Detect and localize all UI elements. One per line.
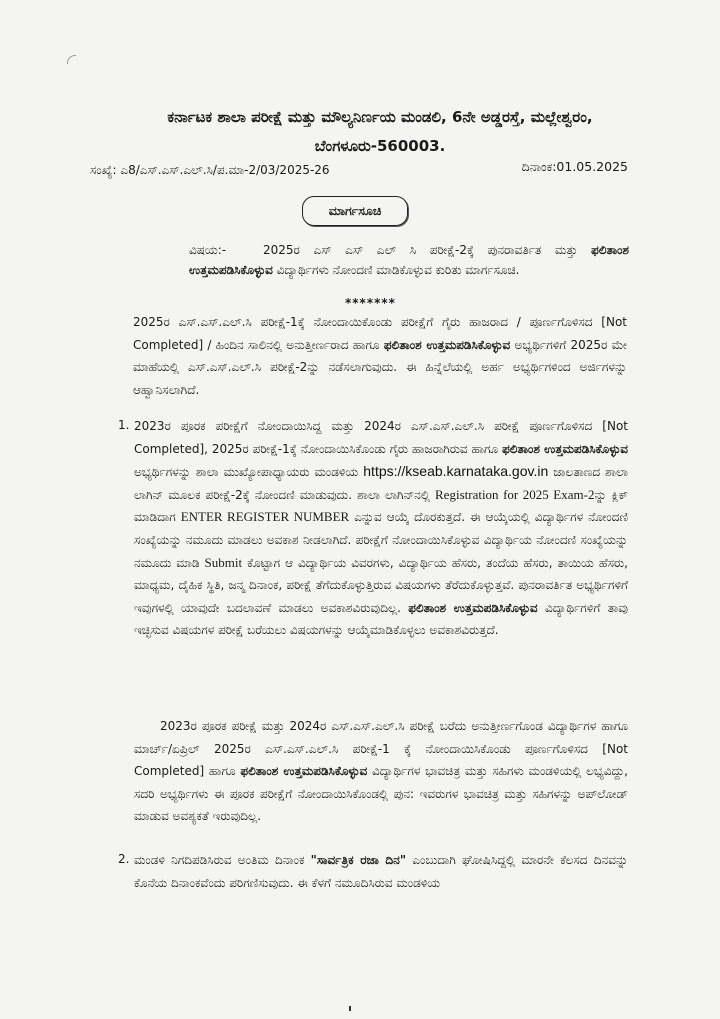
item1-not-completed: [Not Completed], [134,419,628,456]
reference-number: ಸಂಖ್ಯೆ: ಎ8/ಎಸ್.ಎಸ್.ಎಲ್.ಸಿ/ಪ.ಮಾ-2/03/2025-26 [90,163,330,177]
item1-bold: ಫಲಿತಾಂಶ ಉತ್ತಮಪಡಿಸಿಕೊಳ್ಳುವ [502,441,629,456]
item1-b: 2025ರ ಪರೀಕ್ಷೆ-1ಕ್ಕೆ ನೋಂದಾಯಿಸಿಕೊಂಡು ಗೈರು ಹಾಜರಾಗಿರುವ ಹಾಗೂ [207,441,503,456]
scan-mark [67,55,76,64]
item1-d: ಜಾಲತಾಣದ ಶಾಲಾ ಲಾಗಿನ್ ಮೂಲಕ ಪರೀಕ್ಷೆ-2ಕ್ಕೆ ನೋಂದಣಿ ಮಾಡುವುದು. ಶಾಲಾ ಲಾಗಿನ್‌ನಲ್ಲಿ [134,465,629,502]
item1-f: ಎನ್ನುವ ಆಯ್ಕೆ ದೊರಕುತ್ತದೆ. ಈ ಆಯ್ಕೆಯಲ್ಲಿ ವಿದ್ಯಾರ್ಥಿಗಳ ನೋಂದಣಿ ಸಂಖ್ಯೆಯನ್ನು ನಮೂದು ಮಾಡಲು ಅವಕಾಶ ನೀಡಲಾಗಿದೆ. ಪರೀಕ್ಷೆಗೆ ನೋಂದಾಯಿಸಿಕೊಳ್ಳುವ ವಿದ್ಯಾರ್ಥಿಯ ನೋಂದಣಿ ಸಂಖ್ಯೆಯನ್ನು ನಮೂದು ಮಾಡಿ [134,510,628,570]
letterhead-line-2: ಬೆಂಗಳೂರು-560003. [314,137,446,155]
item1b-b: ಹಾಗೂ [204,764,241,779]
letterhead [110,103,650,161]
scan-mark-bottom [349,1006,351,1011]
item-2-body [134,849,628,894]
item1-c: ಅಭ್ಯರ್ಥಿಗಳನ್ನು ಶಾಲಾ ಮುಖ್ಯೋಪಾಧ್ಯಾಯರು ಮಂಡಳಿಯ [134,465,364,480]
subject-block [189,240,629,280]
item1b-not-completed: [Not Completed] [134,741,628,779]
item-1-number: 1. [118,418,130,432]
item1-submit: Submit [204,554,243,570]
item1-registration: Registration for 2025 Exam-2 [435,486,595,502]
intro-a: 2025ರ ಎಸ್.ಎಸ್.ಎಲ್.ಸಿ ಪರೀಕ್ಷೆ-1ಕ್ಕೆ ನೋಂದಾಯಿಕೊಂಡು ಪರೀಕ್ಷೆಗೆ ಗೈರು ಹಾಜರಾದ / ಪೂರ್ಣಗೊಳಿಸದ [133,315,602,329]
subject-text-c: ವಿದ್ಯಾರ್ಥಿಗಳು ನೋಂದಣಿ ಮಾಡಿಕೊಳ್ಳುವ ಕುರಿತು ಮಾರ್ಗಸೂಚಿ. [272,263,520,277]
intro-bold: ಫಲಿತಾಂಶ ಉತ್ತಮಪಡಿಸಿಕೊಳ್ಳುವ [383,337,511,352]
intro-paragraph [133,311,627,401]
intro-b: / ಹಿಂದಿನ ಸಾಲಿನಲ್ಲಿ ಅನುತ್ತೀರ್ಣರಾದ ಹಾಗೂ [203,337,384,352]
item1-bold-2: ಫಲಿತಾಂಶ ಉತ್ತಮಪಡಿಸಿಕೊಳ್ಳುವ [408,600,538,615]
item2-bold: "ಸಾರ್ವತ್ರಿಕ ರಜಾ ದಿನ" [310,853,407,867]
document-date: ದಿನಾಂಕ:01.05.2025 [521,159,628,174]
item1b-a: 2023ರ ಪೂರಕ ಪರೀಕ್ಷೆ ಮತ್ತು 2024ರ ಎಸ್.ಎಸ್.ಎಲ್.ಸಿ ಪರೀಕ್ಷೆ ಬರೆದು ಅನುತ್ತೀರ್ಣಗೊಂಡ ವಿದ್ಯಾರ್ಥಿಗಳ ಹಾಗೂ ಮಾರ್ಚ್/ಏಪ್ರಿಲ್ 2025ರ ಎಸ್.ಎಸ್.ಎಲ್.ಸಿ ಪರೀಕ್ಷೆ-1 ಕ್ಕೆ ನೋಂದಾಯಿಸಿಕೊಂಡು ಪೂರ್ಣಗೊಳಿಸದ [134,719,628,756]
item2-a: ಮಂಡಳಿ ನಿಗದಿಪಡಿಸಿರುವ ಅಂತಿಮ ದಿನಾಂಕ [134,853,311,867]
intro-not-completed: [Not Completed] [133,315,627,352]
intro-c: ಅಭ್ಯರ್ಥಿಗಳಿಗೆ 2025ರ ಮೇ ಮಾಹೆಯಲ್ಲಿ ಎಸ್.ಎಸ್.ಎಲ್.ಸಿ ಪರೀಕ್ಷೆ-2ನ್ನು ನಡೆಸಲಾಗುವುದು. ಈ ಹಿನ್ನೆಲೆಯಲ್ಲಿ ಅರ್ಹ ಅಭ್ಯರ್ಥಿಗಳಿಂದ ಅರ್ಜಿಗಳನ್ನು ಆಹ್ವಾನಿಸಲಾಗಿದೆ. [133,337,628,397]
item1-enter-register: ENTER REGISTER NUMBER [180,509,350,525]
subject-label: ವಿಷಯ:- [189,243,227,257]
item2-b: ಎಂಬುದಾಗಿ ಘೋಷಿಸಿದ್ದಲ್ಲಿ ಮಾರನೇ ಕೆಲಸದ ದಿನವನ್ನು ಕೊನೆಯ ದಿನಾಂಕವೆಂದು ಪರಿಗಣಿಸುವುದು. ಈ ಕೆಳಗೆ ನಮೂದಿಸಿರುವ ಮಂಡಳಿಯ [134,853,629,890]
item1b-bold: ಫಲಿತಾಂಶ ಉತ್ತಮಪಡಿಸಿಕೊಳ್ಳುವ [240,764,368,779]
item-2-number: 2. [118,852,130,866]
subject-text-a: 2025ರ ಎಸ್ ಎಸ್ ಎಲ್ ಸಿ ಪರೀಕ್ಷೆ-2ಕ್ಕೆ ಪುನರಾವರ್ತಿತ ಮತ್ತು [263,243,592,257]
item-1-body [134,415,628,642]
item-1-continued [134,715,628,828]
item1-h: ವಿದ್ಯಾರ್ಥಿಗಳಿಗೆ ತಾವು ಇಚ್ಛಿಸುವ ವಿಷಯಗಳ ಪರೀಕ್ಷೆ ಬರೆಯಲು ವಿಷಯಗಳನ್ನು ಆಯ್ಕೆಮಾಡಿಕೊಳ್ಳಲು ಅವಕಾಶವಿರುತ್ತದೆ. [134,600,628,638]
letterhead-line-1: ಕರ್ನಾಟಕ ಶಾಲಾ ಪರೀಕ್ಷೆ ಮತ್ತು ಮೌಲ್ಯನಿರ್ಣಯ ಮಂಡಲಿ, 6ನೇ ಅಡ್ಡರಸ್ತೆ, ಮಲ್ಲೇಶ್ವರಂ, [167,108,593,126]
item1b-c: ವಿದ್ಯಾರ್ಥಿಗಳ ಭಾವಚಿತ್ರ ಮತ್ತು ಸಹಿಗಳು ಮಂಡಳಿಯಲ್ಲಿ ಲಭ್ಯವಿದ್ದು, ಸದರಿ ಅಭ್ಯರ್ಥಿಗಳು ಈ ಪೂರಕ ಪರೀಕ್ಷೆಗೆ ನೋಂದಾಯಿಸಿಕೊಂಡಲ್ಲಿ ಪುನ: ಇವರುಗಳ ಭಾವಚಿತ್ರ ಮತ್ತು ಸಹಿಗಳನ್ನು ಅಪ್‌ಲೋಡ್ ಮಾಡುವ ಅವಶ್ಯಕತೆ ಇರುವುದಿಲ್ಲ. [134,764,628,824]
item1-a: 2023ರ ಪೂರಕ ಪರೀಕ್ಷೆಗೆ ನೋಂದಾಯಿಸಿದ್ದ ಮತ್ತು 2024ರ ಎಸ್.ಎಸ್.ಎಲ್.ಸಿ ಪರೀಕ್ಷೆ ಪೂರ್ಣಗೊಳಿಸದ [134,419,603,433]
separator-stars: ******* [345,296,396,310]
subject-text-bold: ಫಲಿತಾಂಶ ಉತ್ತಮಪಡಿಸಿಕೊಳ್ಳುವ [189,243,629,277]
kseab-website-link[interactable]: https://kseab.karnataka.gov.in [363,463,549,480]
item1-g: ಕೊಟ್ಟಾಗ ಆ ವಿದ್ಯಾರ್ಥಿಯ ವಿವರಗಳು, ವಿದ್ಯಾರ್ಥಿಯ ಹೆಸರು, ತಂದೆಯ ಹೆಸರು, ತಾಯಿಯ ಹೆಸರು, ಮಾಧ್ಯಮ, ದೈಹಿಕ ಸ್ಥಿತಿ, ಜನ್ಮ ದಿನಾಂಕ, ಪರೀಕ್ಷೆ ತೆಗೆದುಕೊಳ್ಳುತ್ತಿರುವ ವಿಷಯಗಳು ತೆರೆದುಕೊಳ್ಳುತ್ತವೆ. ಪುನರಾವರ್ತಿತ ಅಭ್ಯರ್ಥಿಗಳಿಗೆ ಇವುಗಳಲ್ಲಿ ಯಾವುದೇ ಬದಲಾವಣೆ ಮಾಡಲು ಅವಕಾಶವಿರುವುದಿಲ್ಲ. [134,555,628,615]
item1-e: ನ್ನು ಕ್ಲಿಕ್ ಮಾಡಿದಾಗ [134,487,628,525]
document-title: ಮಾರ್ಗಸೂಚಿ [302,196,408,226]
